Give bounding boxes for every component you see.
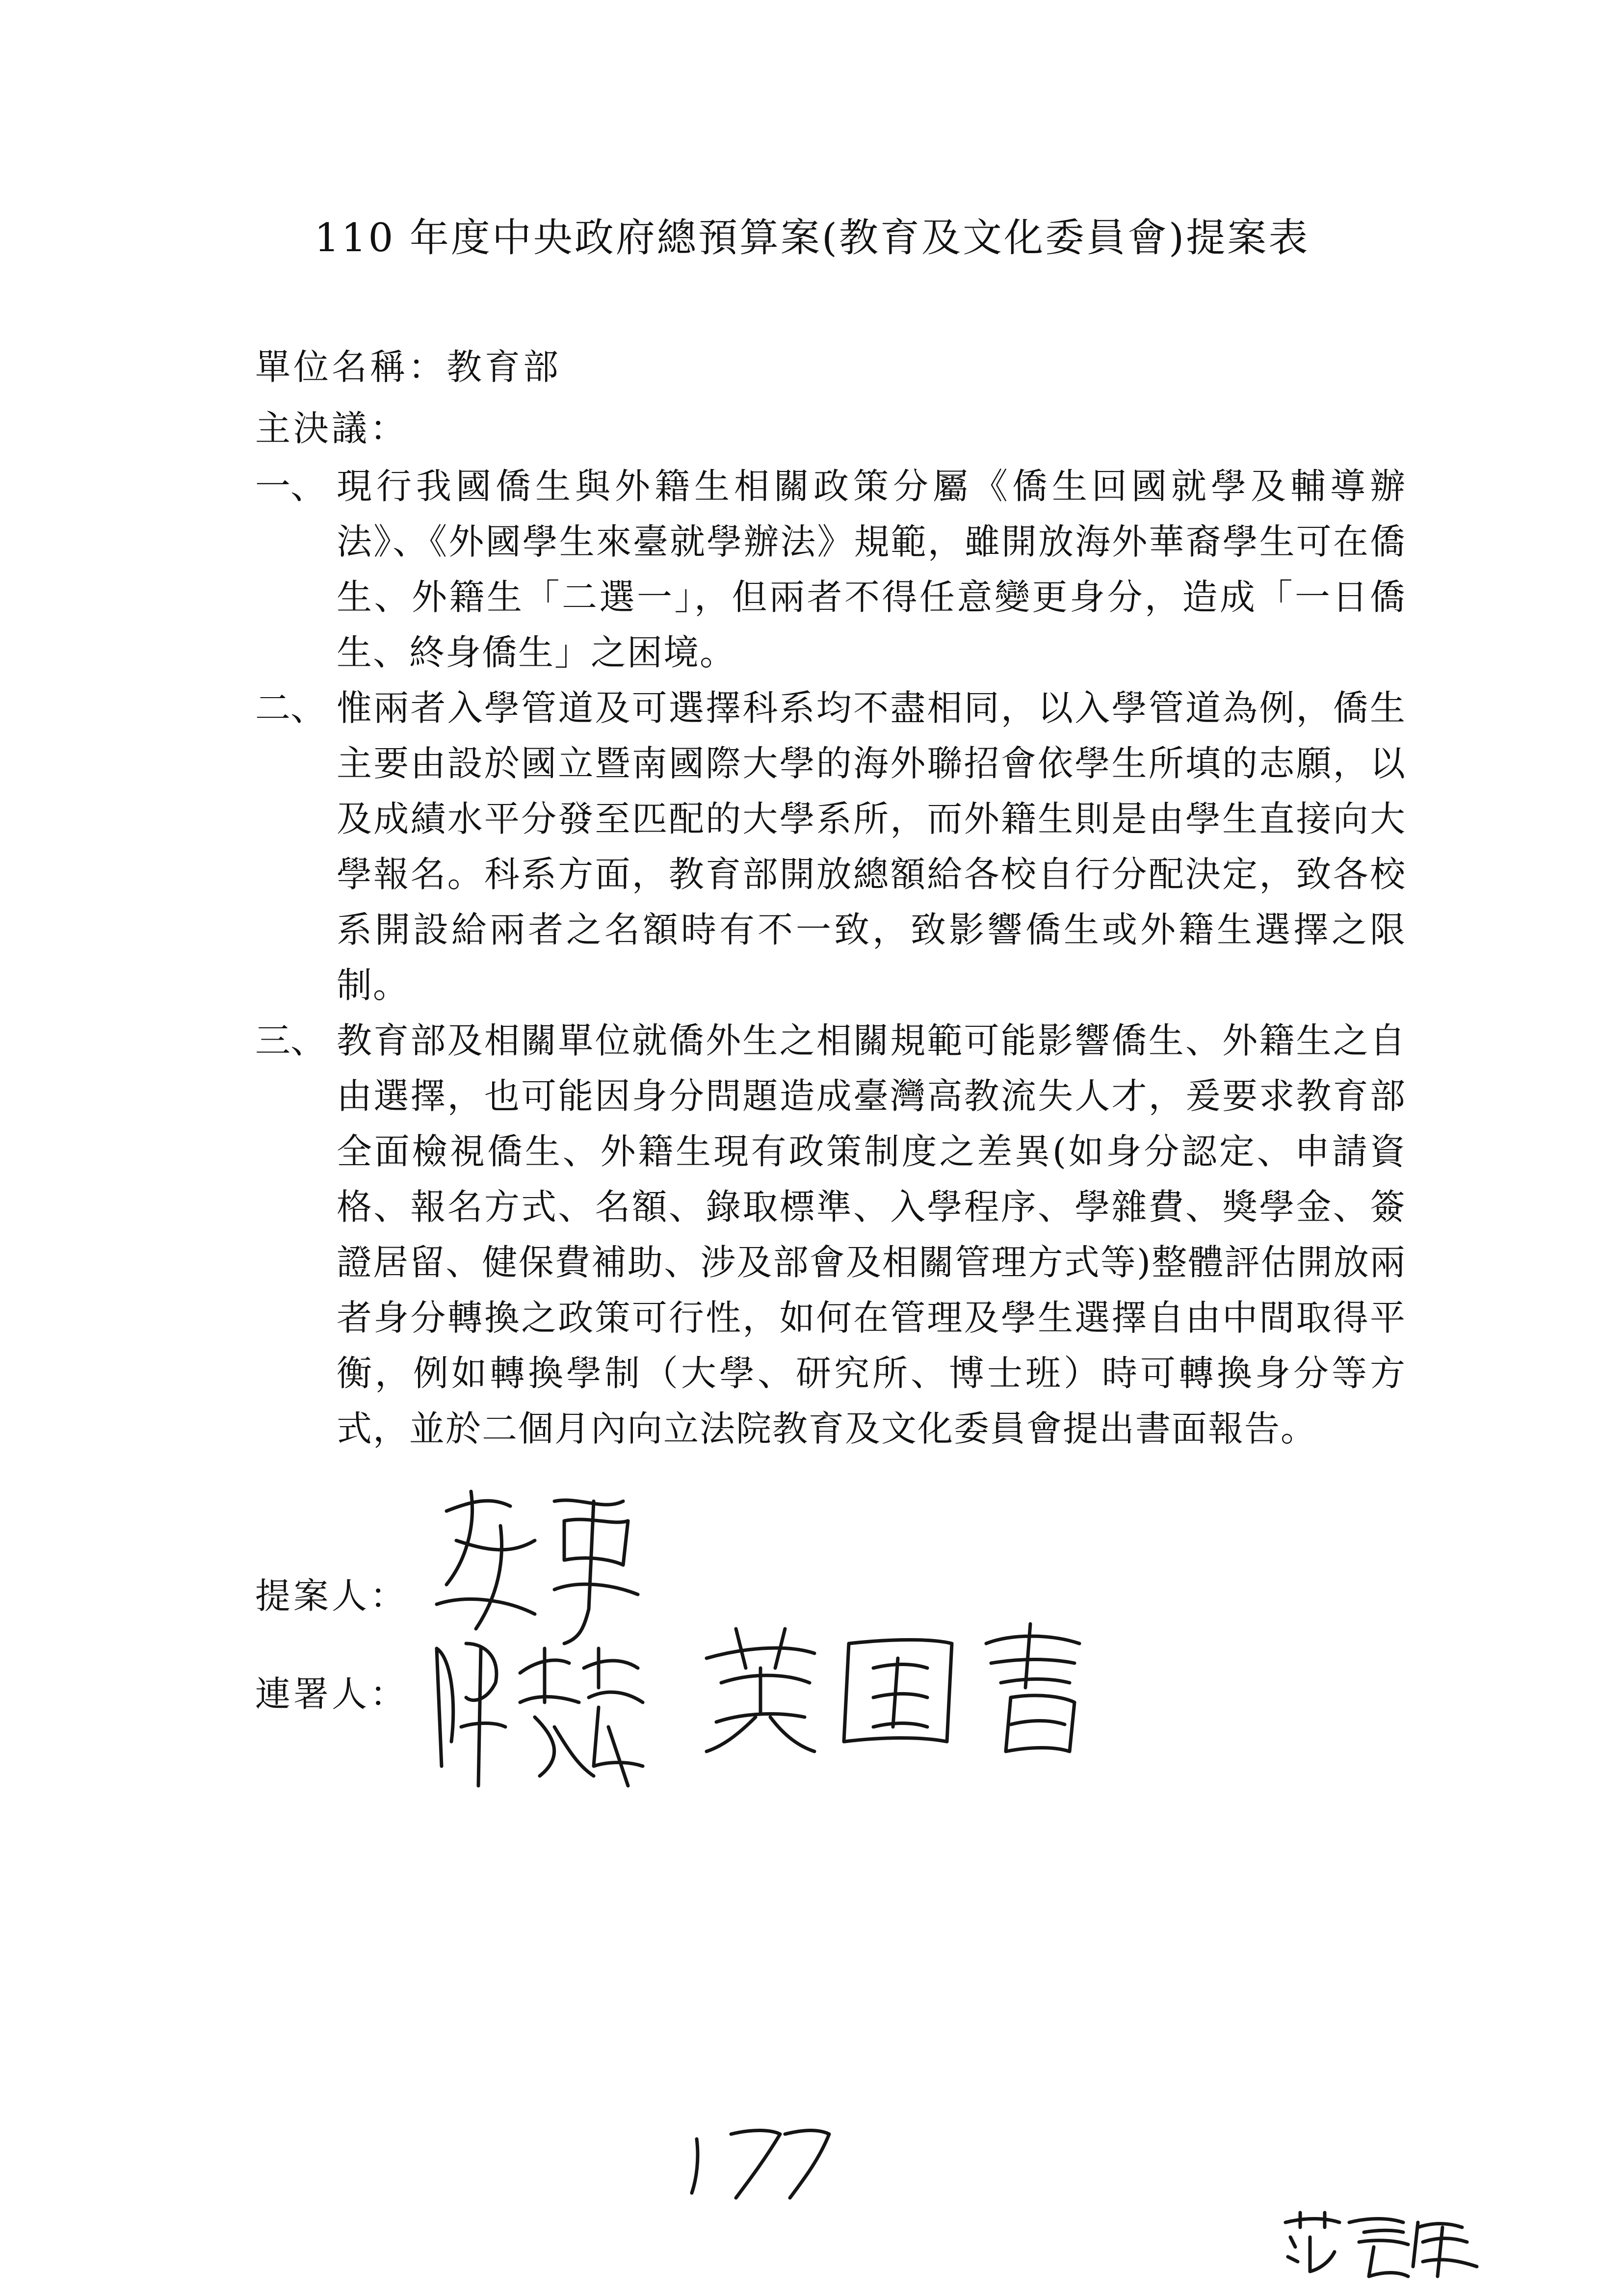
cosigner-label: 連署人：	[255, 1673, 409, 1715]
handwritten-page-number	[677, 2119, 839, 2203]
resolution-item-1	[255, 459, 1433, 680]
resolution-items	[255, 459, 1433, 1457]
footer-signature	[1276, 2208, 1482, 2281]
item-number: 一、	[255, 466, 326, 507]
item-number: 三、	[255, 1020, 326, 1061]
item-number: 二、	[255, 687, 326, 729]
main-resolution-label: 主決議：	[255, 408, 409, 449]
item-text: 惟兩者入學管道及可選擇科系均不盡相同，以入學管道為例，僑生主要由設於國立暨南國際大學的海外聯招會依學生所填的志願，以及成績水平分發至匹配的大學系所，而外籍生則是由學生直接向大學報名。科系方面，教育部開放總額給各校自行分配決定，致各校系開設給兩者之名額時有不一致，致影響僑生或外籍生選擇之限制。	[337, 687, 1406, 1006]
item-text: 教育部及相關單位就僑外生之相關規範可能影響僑生、外籍生之自由選擇，也可能因身分問題造成臺灣高教流失人才，爰要求教育部全面檢視僑生、外籍生現有政策制度之差異(如身分認定、申請資格、報名方式、名額、錄取標準、入學程序、學雜費、獎學金、簽證居留、健保費補助、涉及部會及相關管理方式等)整體評估開放兩者身分轉換之政策可行性，如何在管理及學生選擇自由中間取得平衡，例如轉換學制（大學、研究所、博士班）時可轉換身分等方式，並於二個月內向立法院教育及文化委員會提出書面報告。	[337, 1020, 1406, 1449]
unit-name: 單位名稱：教育部	[255, 346, 562, 388]
resolution-item-3	[255, 1013, 1433, 1457]
resolution-item-2	[255, 680, 1433, 1013]
proposer-label: 提案人：	[255, 1575, 409, 1617]
item-text: 現行我國僑生與外籍生相關政策分屬《僑生回國就學及輔導辦法》、《外國學生來臺就學辦法》規範，雖開放海外華裔學生可在僑生、外籍生「二選一」，但兩者不得任意變更身分，造成「一日僑生、終身僑生」之困境。	[337, 466, 1406, 673]
cosigner-signature-2	[687, 1614, 1104, 1761]
document-title: 110 年度中央政府總預算案(教育及文化委員會)提案表	[314, 215, 1310, 261]
cosigner-signature-1	[422, 1629, 653, 1796]
